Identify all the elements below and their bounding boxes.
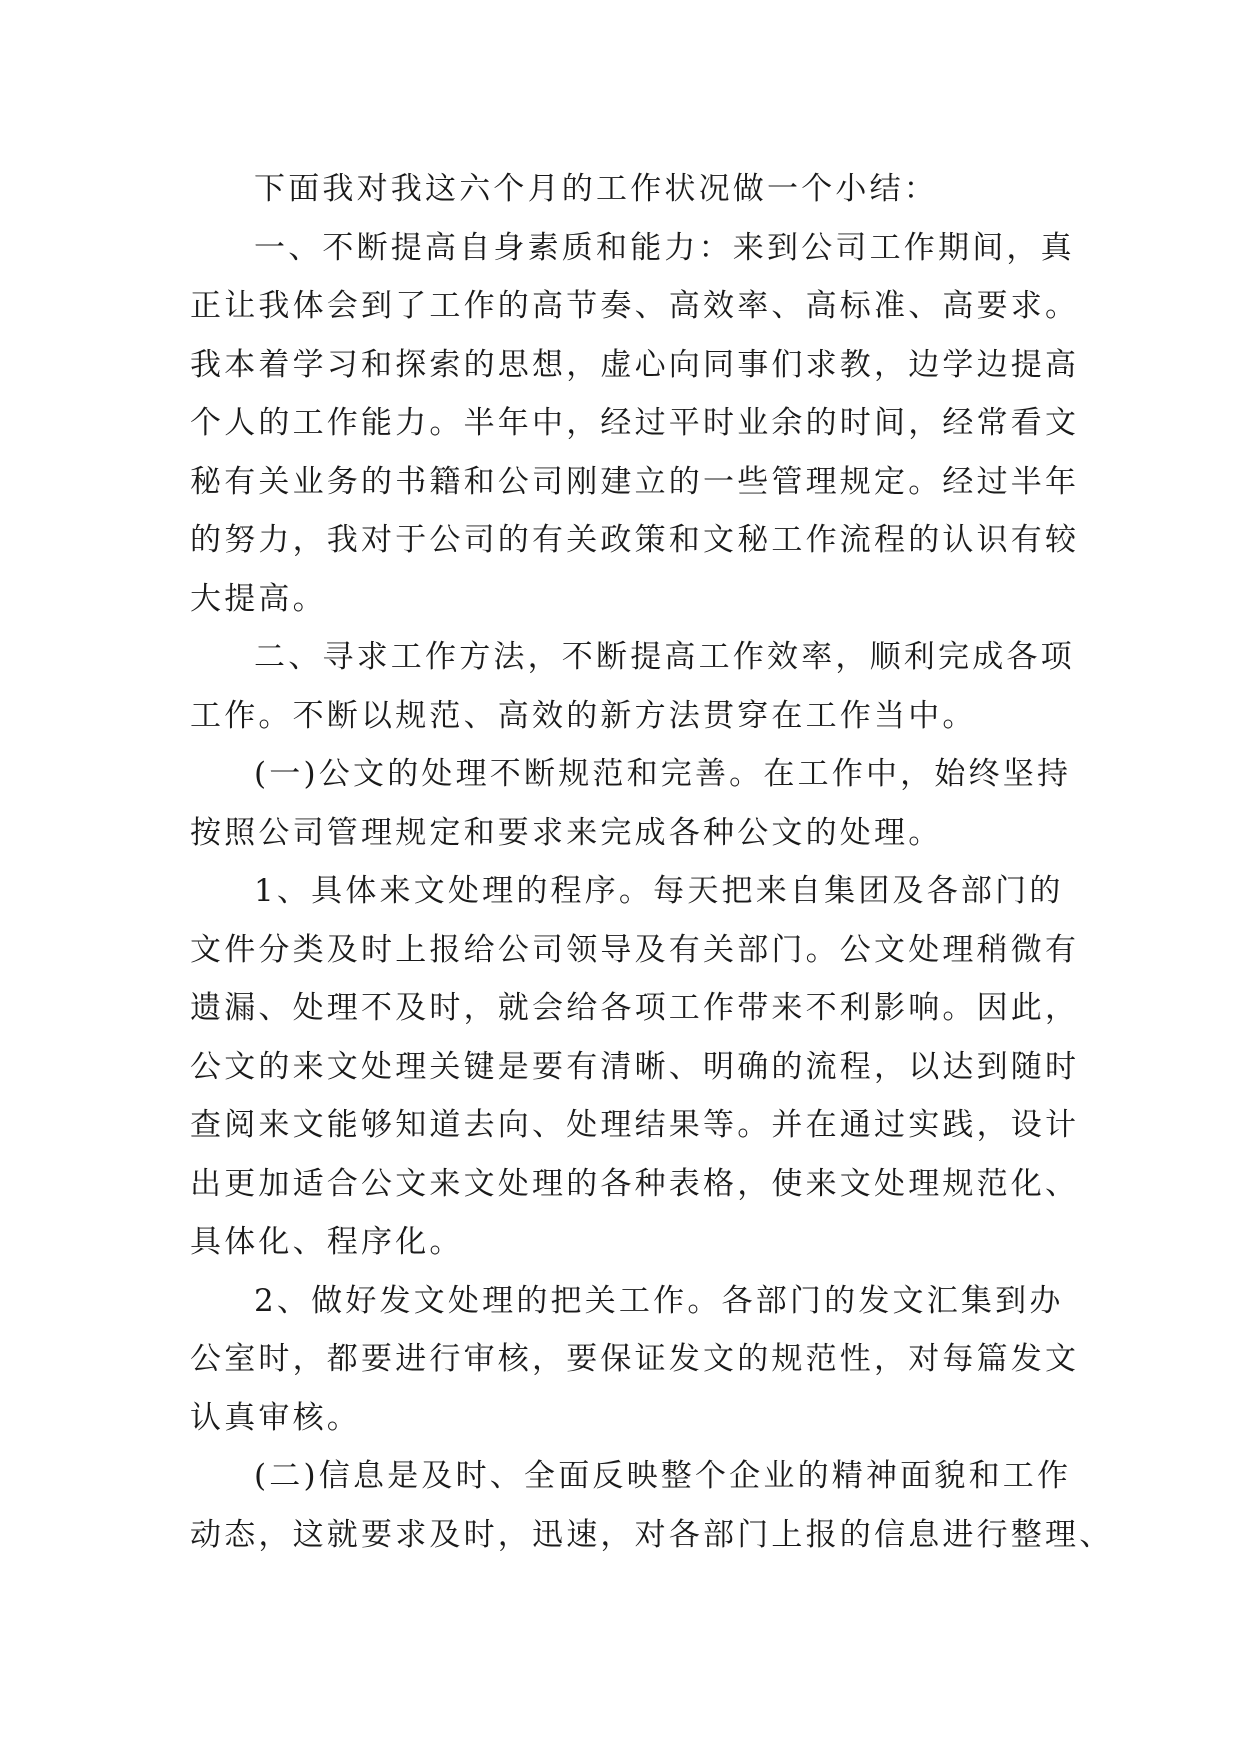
- text-line: 1、具体来文处理的程序。每天把来自集团及各部门的: [254, 873, 1064, 909]
- paragraph-section-2: [190, 628, 1075, 745]
- text-line: 2、做好发文处理的把关工作。各部门的发文汇集到办: [254, 1282, 1064, 1319]
- text-line: (一)公文的处理不断规范和完善。在工作中，始终坚持: [254, 756, 1072, 792]
- text-line: 秘有关业务的书籍和公司刚建立的一些管理规定。经过半年: [190, 463, 1080, 500]
- text-line: 公室时，都要进行审核，要保证发文的规范性，对每篇发文: [190, 1341, 1080, 1377]
- text-line: 二、寻求工作方法，不断提高工作效率，顺利完成各项: [254, 639, 1075, 675]
- text-line: 动态，这就要求及时，迅速，对各部门上报的信息进行整理、: [190, 1516, 1114, 1553]
- paragraph-intro: [190, 160, 1070, 219]
- paragraph-item-2: [190, 1272, 1080, 1448]
- text-line: 文件分类及时上报给公司领导及有关部门。公文处理稍微有: [190, 931, 1080, 968]
- text-line: (二)信息是及时、全面反映整个企业的精神面貌和工作: [254, 1458, 1072, 1494]
- text-line: 遗漏、处理不及时，就会给各项工作带来不利影响。因此，: [190, 990, 1080, 1026]
- paragraph-section-1: [190, 219, 1080, 629]
- paragraph-item-1: [190, 862, 1080, 1272]
- text-line: 下面我对我这六个月的工作状况做一个小结：: [254, 171, 938, 207]
- text-line: 一、不断提高自身素质和能力：来到公司工作期间，真: [254, 229, 1075, 266]
- text-line: 个人的工作能力。半年中，经过平时业余的时间，经常看文: [190, 405, 1080, 441]
- paragraph-subsection-1: [190, 745, 1070, 862]
- paragraph-subsection-2: [190, 1447, 1114, 1564]
- text-line: 正让我体会到了工作的高节奏、高效率、高标准、高要求。: [190, 288, 1080, 324]
- text-line: 出更加适合公文来文处理的各种表格，使来文处理规范化、: [190, 1165, 1080, 1202]
- text-line: 具体化、程序化。: [190, 1224, 464, 1260]
- text-line: 工作。不断以规范、高效的新方法贯穿在工作当中。: [190, 697, 977, 734]
- text-line: 查阅来文能够知道去向、处理结果等。并在通过实践，设计: [190, 1107, 1080, 1143]
- text-line: 按照公司管理规定和要求来完成各种公文的处理。: [190, 814, 943, 851]
- text-line: 我本着学习和探索的思想，虚心向同事们求教，边学边提高: [190, 346, 1080, 383]
- text-line: 认真审核。: [190, 1399, 361, 1436]
- text-line: 大提高。: [190, 580, 327, 617]
- text-line: 公文的来文处理关键是要有清晰、明确的流程，以达到随时: [190, 1048, 1080, 1085]
- text-line: 的努力，我对于公司的有关政策和文秘工作流程的认识有较: [190, 522, 1080, 558]
- document-body: [190, 160, 1114, 1564]
